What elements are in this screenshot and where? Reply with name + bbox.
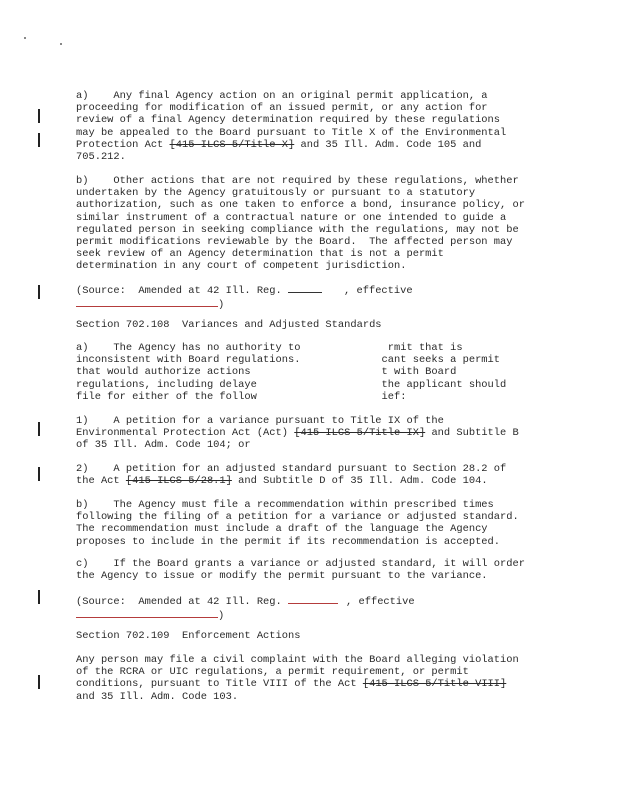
section-702-109-heading: Section 702.109 Enforcement Actions (76, 630, 301, 642)
section-702-108-heading: Section 702.108 Variances and Adjusted Standards (76, 319, 382, 331)
revision-bar (38, 285, 40, 299)
blank-reg-number (288, 283, 322, 293)
revision-bar (38, 133, 40, 147)
paragraph-109: Any person may file a civil complaint with the Board alleging violation of the RCRA or UIC regulations, a permit requirement, or permit conditions, pursuant to Title VIII of the Act [415 ILCS 5/Title VIII] and 35 Ill. Adm. Code 103. (76, 654, 519, 703)
revision-bar (38, 109, 40, 123)
paragraph-108-1: 1) A petition for a variance pursuant to Title IX of the Environmental Protection Act (Act) [415 ILCS 5/Title IX] and Subtitle B of 35 Ill. Adm. Code 104; or (76, 415, 519, 452)
paragraph-b: b) Other actions that are not required by these regulations, whether undertaken by the Agency gratuitously or pursuant to a statutory authorization, such as one taken to enforce a bond, insurance policy, or similar instrument of a contractual nature or one intended to guide a regulated person in seeking compliance with the regulations, may not be permit modifications reviewable by the Board. The affected person may seek review of an Agency determination that is not a permit determination in any court of competent jurisdiction. (76, 175, 525, 273)
blank-effective-date (76, 608, 218, 618)
source-note-1: (Source: Amended at 42 Ill. Reg. , effective ) (76, 285, 413, 312)
blank-reg-number (288, 594, 338, 604)
revision-bar (38, 422, 40, 436)
paragraph-108-2: 2) A petition for an adjusted standard pursuant to Section 28.2 of the Act [415 ILCS 5/28.1] and Subtitle D of 35 Ill. Adm. Code 104. (76, 463, 507, 488)
source-note-2: (Source: Amended at 42 Ill. Reg. , effective ) (76, 596, 415, 623)
paragraph-108-c: c) If the Board grants a variance or adjusted standard, it will order the Agency to issue or modify the permit pursuant to the variance. (76, 558, 525, 583)
scan-speck (60, 43, 62, 45)
struck-citation: [415 ILCS 5/Title VIII] (362, 678, 507, 691)
scan-speck (24, 37, 26, 39)
struck-citation: [415 ILCS 5/Title X] (169, 138, 295, 151)
struck-citation: [415 ILCS 5/28.1] (125, 475, 232, 488)
blank-effective-date (76, 297, 218, 307)
revision-bar (38, 590, 40, 604)
paragraph-a: a) Any final Agency action on an original permit application, a proceeding for modification of an issued permit, or any action for review of a final Agency determination required by these regulations may be appealed to the Board pursuant to Title X of the Environmental Protection Act [415 ILCS 5/Title X] and 35 Ill. Adm. Code 105 and 705.212. (76, 90, 507, 164)
revision-bar (38, 467, 40, 481)
paragraph-108-b: b) The Agency must file a recommendation within prescribed times following the filing of a petition for a variance or adjusted standard. The recommendation must include a draft of the language the Agency proposes to include in the permit if its recommendation is accepted. (76, 499, 519, 548)
struck-citation: [415 ILCS 5/Title IX] (294, 427, 426, 440)
paragraph-108-a: a) The Agency has no authority to rmit that is inconsistent with Board regulations. cant seeks a permit that would authorize actions t with Board regulations, including delaye the applicant should file for either of the follow ief: (76, 342, 507, 403)
revision-bar (38, 675, 40, 689)
